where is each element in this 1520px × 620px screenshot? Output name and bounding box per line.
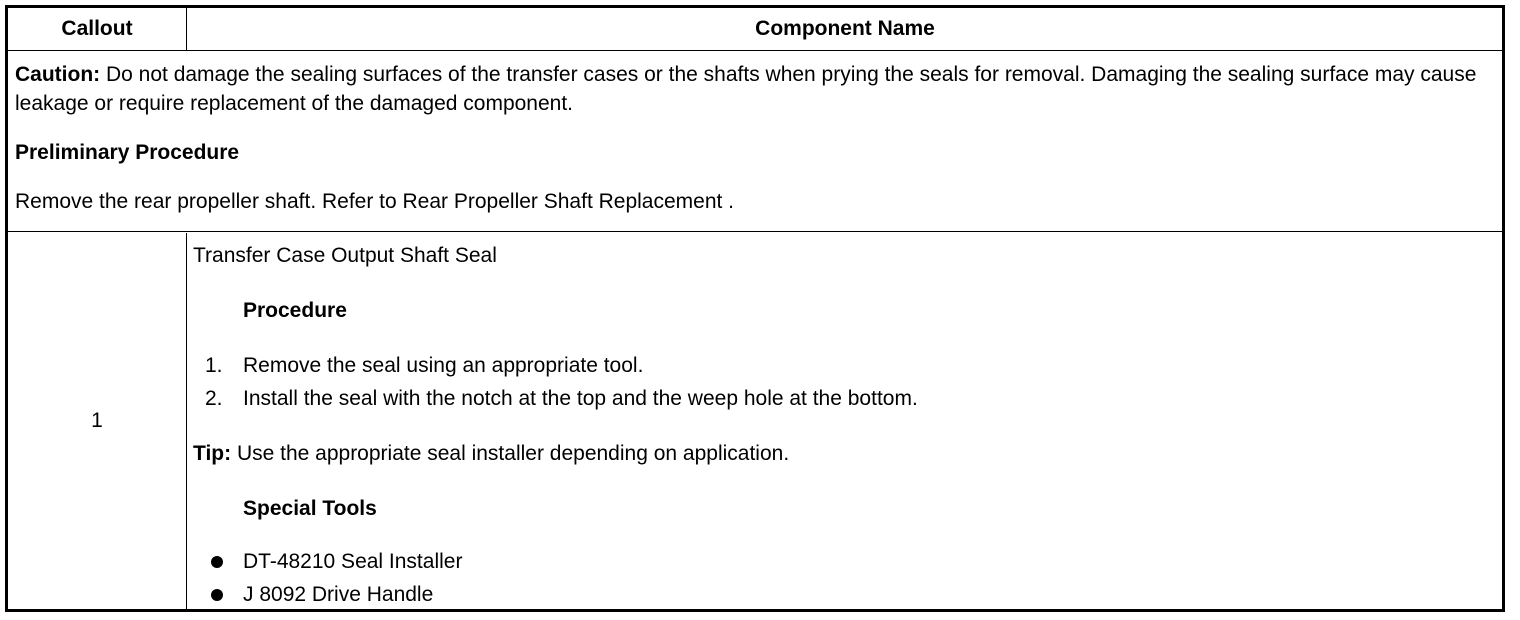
intro-cell — [8, 52, 1502, 232]
component-name: Transfer Case Output Shaft Seal — [193, 244, 497, 267]
list-item — [193, 545, 1502, 578]
bullet-icon — [211, 556, 223, 568]
step-text: Remove the seal using an appropriate tool. — [243, 354, 644, 377]
special-tools-heading: Special Tools — [243, 497, 377, 520]
caution-note — [15, 60, 1496, 118]
table-header — [8, 8, 1502, 51]
bullet-icon — [211, 589, 223, 601]
callout-number: 1 — [8, 233, 187, 609]
step-number: 1. — [205, 354, 223, 377]
procedure-table — [5, 5, 1505, 612]
callout-column-header: Callout — [8, 8, 187, 50]
tip-note — [193, 439, 1502, 468]
caution-text: Do not damage the sealing surfaces of the transfer cases or the shafts when prying the seals for removal. Damaging the sealing surface may cause leakage or require replacement of the damaged component. — [15, 63, 1477, 115]
caution-label: Caution: — [15, 63, 101, 86]
procedure-heading: Procedure — [243, 299, 347, 322]
procedure-steps — [193, 349, 1502, 415]
step-text: Install the seal with the notch at the top and the weep hole at the bottom. — [243, 387, 918, 410]
component-cell — [188, 233, 1502, 609]
tip-text: Use the appropriate seal installer depending on application. — [231, 442, 790, 465]
list-item — [193, 349, 1502, 382]
list-item — [193, 578, 1502, 611]
preliminary-text: Remove the rear propeller shaft. Refer to Rear Propeller Shaft Replacement . — [15, 190, 735, 213]
tip-label: Tip: — [193, 442, 232, 465]
table-row — [8, 233, 1502, 609]
tool-name: J 8092 Drive Handle — [243, 583, 434, 606]
special-tools-list — [193, 545, 1502, 611]
component-name-column-header: Component Name — [755, 17, 935, 40]
preliminary-heading: Preliminary Procedure — [15, 141, 240, 164]
tool-name: DT-48210 Seal Installer — [243, 550, 463, 573]
list-item — [193, 382, 1502, 415]
step-number: 2. — [205, 387, 223, 410]
